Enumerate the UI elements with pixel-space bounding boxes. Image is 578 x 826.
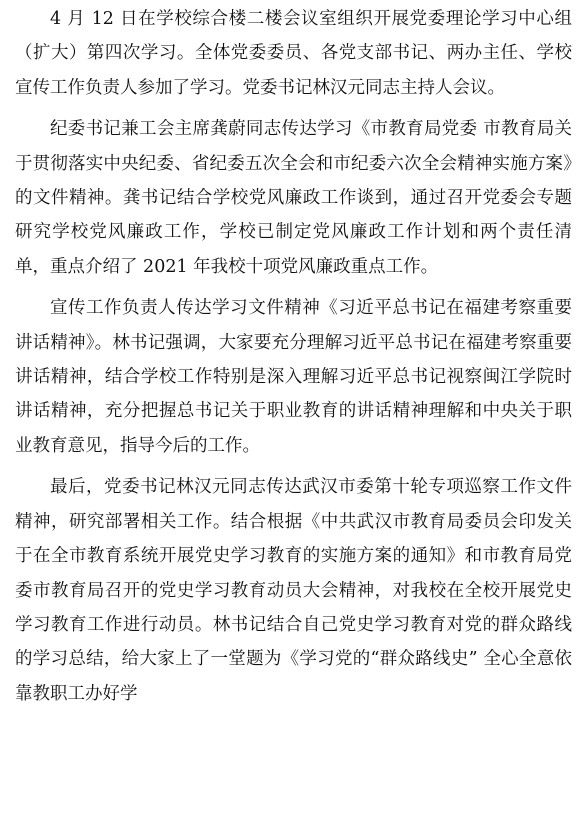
paragraph-discipline-report: 纪委书记兼工会主席龚蔚同志传达学习《市教育局党委 市教育局关于贯彻落实中央纪委、省纪委五次全会和市纪委六次全会精神实施方案》的文件精神。龚书记结合学校党风廉政工作谈到，通过召开党委会专题研究学校党风廉政工作，学校已制定党风廉政工作计划和两个责任清单，重点介绍了 2021 年我校十项党风廉政重点工作。 [15,119,572,277]
document-body [15,2,572,711]
paragraph-party-history: 最后，党委书记林汉元同志传达武汉市委第十轮专项巡察工作文件精神，研究部署相关工作。结合根据《中共武汉市教育局委员会印发关于在全市教育系统开展党史学习教育的实施方案的通知》和市教育局党委市教育局召开的党史学习教育动员大会精神，对我校在全校开展党史学习教育工作进行动员。林书记结合自己党史学习教育对党的群众路线的学习总结，给大家上了一堂题为《学习党的“群众路线史” 全心全意依靠教职工办好学 [15,477,572,704]
paragraph-meeting-intro: 4 月 12 日在学校综合楼二楼会议室组织开展党委理论学习中心组（扩大）第四次学习。全体党委委员、各党支部书记、两办主任、学校宣传工作负责人参加了学习。党委书记林汉元同志主持人会议。 [15,9,572,98]
paragraph-publicity-report: 宣传工作负责人传达学习文件精神《习近平总书记在福建考察重要讲话精神》。林书记强调，大家要充分理解习近平总书记在福建考察重要讲话精神，结合学校工作特别是深入理解习近平总书记视察闽江学院时讲话精神，充分把握总书记关于职业教育的讲话精神理解和中央关于职业教育意见，指导今后的工作。 [15,298,572,456]
